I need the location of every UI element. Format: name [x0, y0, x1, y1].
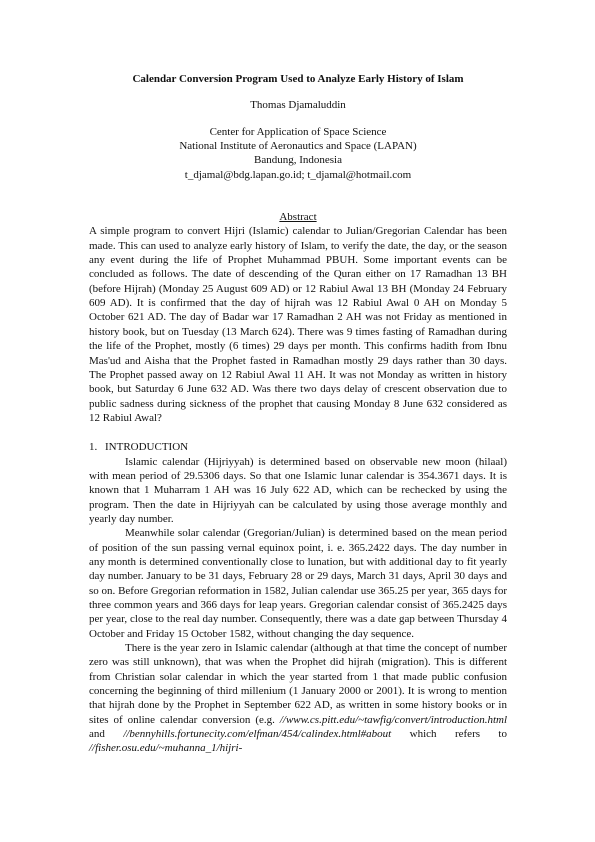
- intro-paragraph-2: Meanwhile solar calendar (Gregorian/Julian) is determined based on the mean period of position of the sun passing vernal equinox point, i. e. 365.2422 days. The day number in any month is determined conventionally close to lunation, but with additional day to fit yearly day number. January to be 31 days, February 28 or 29 days, March 31 days, April 30 days and so on. Before Gregorian reformation in 1582, Julian calendar use 365.25 per year, 365 days for three common years and 366 days for leap years. Gregorian calendar consist of 365.2425 days per year, close to the real day number. Consequently, there was a date gap between Thursday 4 October and Friday 15 October 1582, without changing the day sequence.: [89, 527, 507, 640]
- section-title: INTRODUCTION: [105, 441, 189, 454]
- intro-paragraph-1: Islamic calendar (Hijriyyah) is determined based on observable new moon (hilaal) with mean period of 29.5306 days. So that one Islamic lunar calendar is 354.3671 days. It is known that 1 Muharram 1 AH was 16 July 622 AD, which can be rechecked by using the program. Then the date in Hijriyyah can be calculated by using those average monthly and yearly day number.: [89, 455, 507, 525]
- section-heading: [89, 440, 507, 454]
- reference-url-3[interactable]: //fisher.osu.edu/~muhanna_1/hijri-: [89, 742, 243, 755]
- which-refers-text: which refers to: [409, 728, 507, 741]
- author-email: t_djamal@bdg.lapan.go.id; t_djamal@hotmail.com: [184, 168, 412, 181]
- section-number: 1.: [89, 441, 98, 454]
- intro-paragraph-3-text: There is the year zero in Islamic calendar (although at that time the concept of number zero was still unknown), that was when the Prophet did hijrah (migration). This is different from Christian solar calendar in which the year started from 1 that made public confusion concerning the beginning of third millenium (1 January 2000 or 2001). It is wrong to mention that hijrah done by the Prophet in September 622 AD, as written in some history books or in sites of online calendar conversion (e.g.: [89, 642, 507, 726]
- affiliation-block: [89, 125, 507, 182]
- reference-url-1[interactable]: //www.cs.pitt.edu/~tawfig/convert/introduction.html: [279, 713, 508, 726]
- conjunction-text: and: [89, 728, 105, 741]
- abstract-heading: Abstract: [279, 211, 317, 224]
- paper-title: Calendar Conversion Program Used to Analyze Early History of Islam: [132, 73, 464, 85]
- author-name: Thomas Djamaluddin: [250, 99, 346, 112]
- affiliation-line-2: National Institute of Aeronautics and Space (LAPAN): [179, 140, 417, 153]
- affiliation-line-3: Bandung, Indonesia: [254, 154, 342, 167]
- intro-paragraph-3: [89, 641, 507, 756]
- reference-url-2[interactable]: //bennyhills.fortunecity.com/elfman/454/calindex.html#about: [123, 728, 392, 741]
- affiliation-line-1: Center for Application of Space Science: [209, 125, 387, 138]
- abstract-text: A simple program to convert Hijri (Islamic) calendar to Julian/Gregorian Calendar has been made. This can used to analyze early history of Islam, to verify the date, the day, or the season any event during the life of Prophet Muhammad PBUH. Some important events can be concluded as follows. The date of descending of the Quran either on 17 Ramadhan 13 BH (before Hijrah) (Monday 25 August 609 AD) or 12 Rabiul Awal 13 BH (Monday 24 February 609 AD). It is confirmed that the day of hijrah was 12 Rabiul Awal 0 AH on Monday 5 October 621 AD. The day of Badar war 17 Ramadhan 2 AH was not Friday as mentioned in history book, but on Tuesday (13 March 624). There was 9 times fasting of Ramadhan during the life of the Prophet, mostly (6 times) 29 days per month. This confirms hadith from Ibnu Mas'ud and Aisha that the Prophet fasted in Ramadhan mostly 29 days rather than 30 days. The Prophet passed away on 12 Rabiul Awal 11 AH. It was not Monday as written in history book, but Saturday 6 June 632 AD. Was there two days delay of crescent observation due to public sadness during sickness of the prophet that causing Monday 8 June 632 considered as 12 Rabiul Awal?: [89, 225, 507, 424]
